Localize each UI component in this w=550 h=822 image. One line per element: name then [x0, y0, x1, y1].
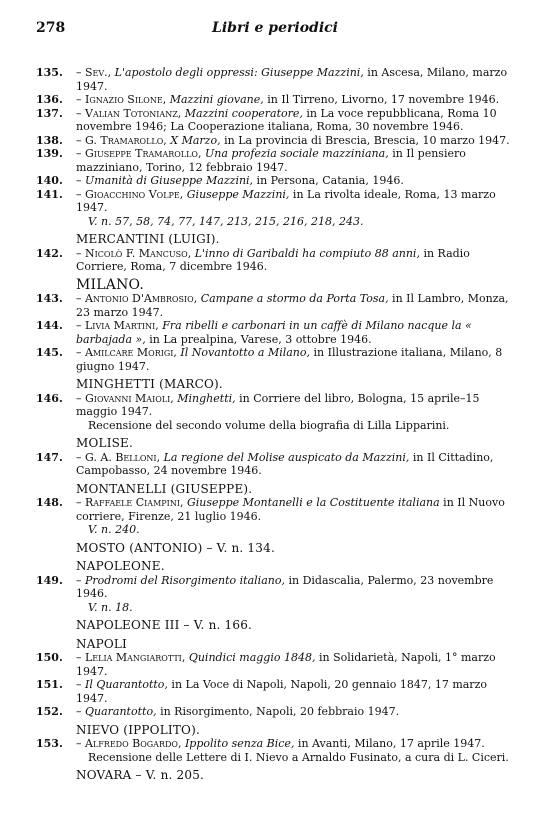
entry-151: 151. – Il Quarantotto, in La Voce di Napoli, Napoli, 20 gennaio 1847, 17 marzo 1947.: [36, 678, 487, 705]
entry-153: 153. – Alfredo Bogardo, Ippolito senza Bice, in Avanti, Milano, 17 aprile 1947.: [36, 737, 485, 750]
entry-152: 152. – Quarantotto, in Risorgimento, Napoli, 20 febbraio 1947.: [36, 705, 400, 718]
entry-149: 149. – Prodromi del Risorgimento italiano, in Didascalia, Palermo, 23 novembre 1946.: [36, 573, 494, 600]
heading-minghetti: MINGHETTI (MARCO).: [76, 377, 223, 391]
see-also-148: V. n. 240.: [88, 523, 140, 536]
entry-138: 138. – G. Tramarollo, X Marzo, in La provincia di Brescia, Brescia, 10 marzo 1947.: [36, 133, 510, 147]
entry-136: 136. – Ignazio Silone, Mazzini giovane, in Il Tirreno, Livorno, 17 novembre 1946.: [36, 93, 500, 106]
entry-148: 148. – Raffaele Ciampini, Giuseppe Montanelli e la Costituente italiana in Il Nuovo corriere, Firenze, 21 luglio 1946.: [36, 496, 505, 523]
heading-napoleone-iii: NAPOLEONE III – V. n. 166.: [76, 618, 253, 632]
see-also-149: V. n. 18.: [88, 600, 133, 614]
entry-139: 139. – Giuseppe Tramarollo, Una profezia sociale mazziniana, in Il pensiero mazziniano, Torino, 12 febbraio 1947.: [36, 147, 466, 174]
entry-144: 144. – Livia Martini, Fra ribelli e carbonari in un caffè di Milano nacque la « barbajada », in La prealpina, Varese, 3 ottobre 1946.: [36, 319, 472, 346]
entry-142: 142. – Nicolò F. Mancuso, L'inno di Garibaldi ha compiuto 88 anni, in Radio Corriere, Roma, 7 dicembre 1946.: [36, 246, 470, 273]
see-also-141: V. n. 57, 58, 74, 77, 147, 213, 215, 216, 218, 243.: [88, 214, 364, 228]
page-number: 278: [36, 20, 66, 36]
heading-novara: NOVARA – V. n. 205.: [76, 768, 205, 782]
entry-141: 141. – Gioacchino Volpe, Giuseppe Mazzini, in La rivolta ideale, Roma, 13 marzo 1947.: [36, 187, 496, 214]
entry-147: 147. – G. A. Belloni, La regione del Molise auspicato da Mazzini, in Il Cittadino, Campobasso, 24 novembre 1946.: [36, 450, 494, 477]
entry-135: 135. – Sev., L'apostolo degli oppressi: Giuseppe Mazzini, in Ascesa, Milano, marzo 1947.: [36, 66, 508, 93]
entry-146: 146. – Giovanni Maioli, Minghetti, in Corriere del libro, Bologna, 15 aprile–15 maggio 1947.: [36, 391, 480, 418]
heading-mercantini: MERCANTINI (LUIGI).: [76, 232, 220, 246]
heading-napoleone: NAPOLEONE.: [76, 559, 165, 573]
entry-143: 143. – Antonio D'Ambrosio, Campane a stormo da Porta Tosa, in Il Lambro, Monza, 23 marzo 1947.: [36, 292, 509, 319]
heading-nievo: NIEVO (IPPOLITO).: [76, 722, 200, 737]
entry-145: 145. – Amilcare Morigi, Il Novantotto a Milano, in Illustrazione italiana, Milano, 8 giugno 1947.: [36, 346, 503, 373]
running-title: Libri e periodici: [212, 20, 338, 36]
entry-150: 150. – Lelia Mangiarotti, Quindici maggio 1848, in Solidarietà, Napoli, 1° marzo 1947.: [36, 651, 496, 678]
review-note-153: Recensione delle Lettere di I. Nievo a Arnaldo Fusinato, a cura di L. Ciceri.: [88, 750, 509, 764]
heading-napoli: NAPOLI: [76, 636, 127, 651]
heading-mosto: MOSTO (ANTONIO) – V. n. 134.: [76, 540, 275, 555]
bibliography-list: [36, 66, 514, 783]
entry-140: 140. – Umanità di Giuseppe Mazzini, in Persona, Catania, 1946.: [36, 174, 404, 187]
entry-137: 137. – Valian Totonianz, Mazzini cooperatore, in La voce repubblicana, Roma 10 novembre 1946; La Cooperazione italiana, Roma, 30 novembre 1946.: [36, 106, 497, 133]
heading-montanelli: MONTANELLI (GIUSEPPE).: [76, 481, 253, 496]
page-header: [36, 20, 514, 38]
review-note-146: Recensione del secondo volume della biografia di Lilla Lipparini.: [88, 418, 450, 432]
heading-milano: MILANO.: [76, 276, 145, 293]
heading-molise: MOLISE.: [76, 436, 134, 450]
